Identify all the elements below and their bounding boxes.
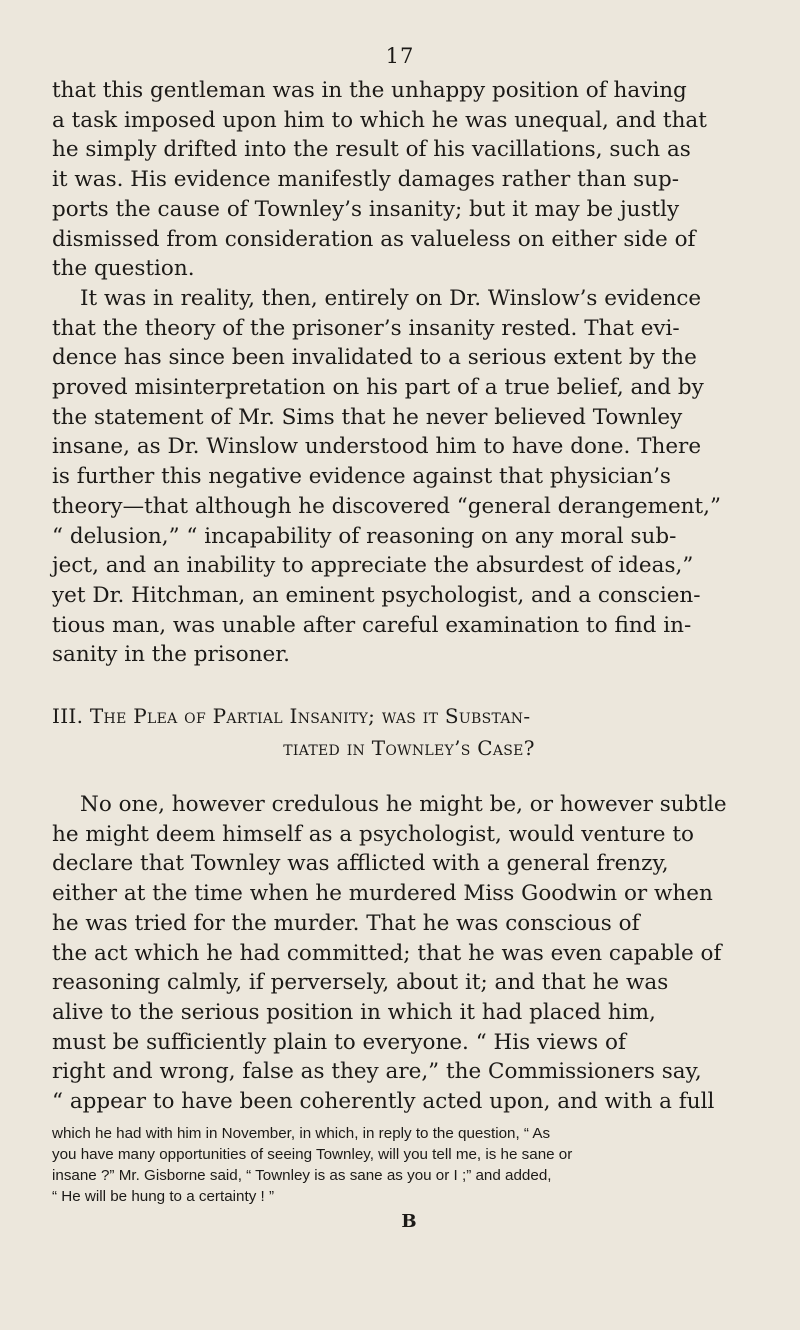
text-line: sanity in the prisoner.	[52, 642, 291, 668]
body-text	[52, 76, 766, 1232]
text-line: right and wrong, false as they are,” the Commissioners say,	[52, 1059, 702, 1085]
footnote-line: which he had with him in November, in which, in reply to the question, “ As	[52, 1124, 551, 1142]
text-line: he simply drifted into the result of his vacillations, such as	[52, 137, 691, 163]
text-line: “ delusion,” “ incapability of reasoning on any moral sub-	[52, 523, 677, 549]
text-line: he was tried for the murder. That he was conscious of	[52, 910, 640, 936]
text-line: theory—that although he discovered “general derangement,”	[52, 493, 721, 519]
text-line: It was in reality, then, entirely on Dr. Winslow’s evidence	[80, 285, 702, 311]
text-line: must be sufficiently plain to everyone. “ His views of	[52, 1029, 626, 1055]
section-heading-line: III. The Plea of Partial Insanity; was it Substan-	[52, 704, 531, 729]
section-heading-line: tiated in Townley’s Case?	[283, 736, 535, 761]
text-line: the statement of Mr. Sims that he never believed Townley	[52, 404, 683, 430]
text-line: it was. His evidence manifestly damages rather than sup-	[52, 167, 680, 193]
signature-mark: B	[401, 1210, 417, 1232]
text-line: ject, and an inability to appreciate the absurdest of ideas,”	[52, 553, 694, 579]
text-line: reasoning calmly, if perversely, about it; and that he was	[52, 970, 669, 996]
text-line: is further this negative evidence against that physician’s	[52, 464, 671, 490]
paragraph-1	[52, 76, 766, 284]
footnote-line: insane ?” Mr. Gisborne said, “ Townley is as sane as you or I ;” and added,	[52, 1166, 552, 1184]
text-line: declare that Townley was afflicted with a general frenzy,	[52, 851, 669, 877]
text-line: No one, however credulous he might be, or however subtle	[80, 792, 727, 818]
paragraph-2	[52, 284, 766, 670]
footnote-line: you have many opportunities of seeing Townley, will you tell me, is he sane or	[52, 1145, 573, 1163]
footnote-line: “ He will be hung to a certainty ! ”	[52, 1187, 275, 1205]
paragraph-3	[52, 790, 766, 1117]
text-line: that the theory of the prisoner’s insanity rested. That evi-	[52, 315, 680, 341]
text-line: ports the cause of Townley’s insanity; but it may be justly	[52, 196, 680, 222]
text-line: either at the time when he murdered Miss Goodwin or when	[52, 881, 713, 907]
text-line: the question.	[52, 256, 195, 282]
footnote	[52, 1123, 766, 1207]
text-line: yet Dr. Hitchman, an eminent psychologist, and a conscien-	[52, 582, 701, 608]
text-line: he might deem himself as a psychologist, would venture to	[52, 821, 694, 847]
text-line: alive to the serious position in which it had placed him,	[52, 999, 656, 1025]
text-line: proved misinterpretation on his part of a true belief, and by	[52, 375, 704, 401]
text-line: insane, as Dr. Winslow understood him to have done. There	[52, 434, 702, 460]
text-line: dismissed from consideration as valueless on either side of	[52, 226, 696, 252]
text-line: “ appear to have been coherently acted upon, and with a full	[52, 1089, 715, 1115]
page-number: 17	[385, 44, 415, 68]
text-line: the act which he had committed; that he was even capable of	[52, 940, 722, 966]
section-heading	[52, 700, 766, 764]
text-line: a task imposed upon him to which he was unequal, and that	[52, 107, 707, 133]
text-line: dence has since been invalidated to a serious extent by the	[52, 345, 697, 371]
text-line: that this gentleman was in the unhappy position of having	[52, 78, 687, 103]
text-line: tious man, was unable after careful examination to find in-	[52, 612, 692, 638]
